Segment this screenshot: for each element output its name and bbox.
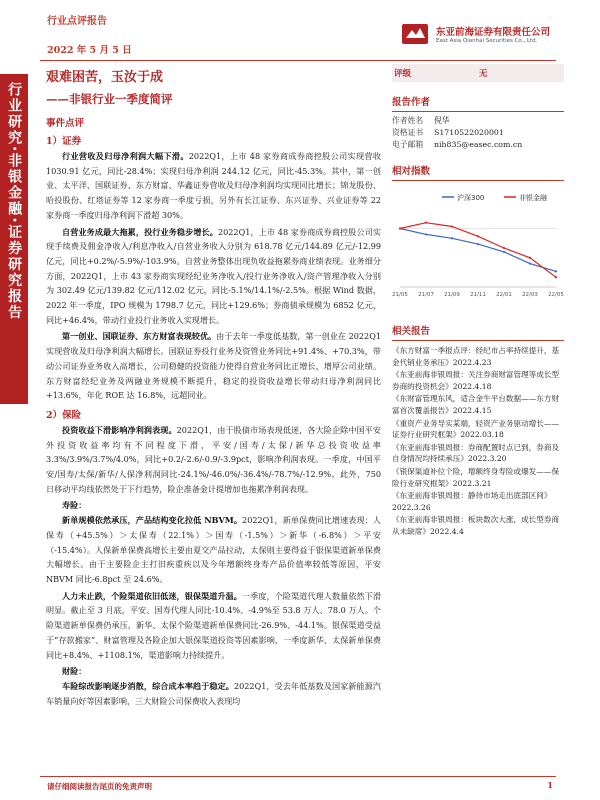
footer-divider xyxy=(40,776,556,777)
x-tick-label: 21/09 xyxy=(444,292,460,298)
x-tick-label: 22/05 xyxy=(548,292,564,298)
series-point xyxy=(503,247,505,249)
company-logo xyxy=(402,20,572,50)
paragraph: 车险综改影响逐步消散，综合成本率趋于稳定。2022Q1，受去年低基数及国家新能源汽车销量向好等因素影响，三大财险公司保费收入表现均 xyxy=(46,680,381,706)
rating-value: 无 xyxy=(479,69,488,79)
related-report-link[interactable]: 《东方财富一季报点评：经纪市占率持续提升，基金代销业务承压》2022.4.23 xyxy=(392,346,560,367)
related-report-link[interactable]: 《银保渠道补位个险，增额终身寿险或爆发——保险行业研究框架》2022.3.21 xyxy=(392,466,560,488)
relative-index-chart xyxy=(392,187,564,307)
x-tick-label: 22/01 xyxy=(496,292,512,298)
category-sidebar xyxy=(0,74,28,404)
series-point xyxy=(451,237,453,239)
logo-cn-name: 东亚前海证券有限责任公司 xyxy=(436,27,551,38)
right-sidebar xyxy=(392,64,564,539)
logo-en-name: East Asia Qianhai Securities Co., Ltd. xyxy=(436,38,538,44)
related-report-link[interactable]: 《东亚前海非银周报：板块数次大涨，成长型券商从未缺席》2022.4.4 xyxy=(392,515,560,536)
series-point xyxy=(529,257,531,259)
legend-label: 沪深300 xyxy=(457,194,485,202)
related-reports-heading: 相关报告 xyxy=(392,323,564,341)
relative-index-heading: 相对指数 xyxy=(392,163,564,181)
analyst-row: 作者姓名 倪华 xyxy=(392,116,450,125)
related-report-link[interactable]: 《重资产业务导实某端，轻资产业务驱动增长——证券行业研究框架》2022.03.18 xyxy=(392,418,560,440)
series-point xyxy=(477,235,479,237)
series-line xyxy=(400,223,556,278)
analyst-info xyxy=(392,115,564,151)
series-point xyxy=(555,276,557,278)
report-subtitle: ——非银行业一季度简评 xyxy=(46,92,173,106)
subheading-property-insurance: 财险： xyxy=(62,666,87,677)
series-line xyxy=(400,229,556,272)
section-heading-insurance: 2）保险 xyxy=(46,409,82,421)
x-tick-label: 22/03 xyxy=(522,292,538,298)
legend-label: 非银金融 xyxy=(519,194,547,202)
analyst-heading: 报告作者 xyxy=(392,94,564,112)
paragraph: 第一创业、国联证券、东方财富表现较优。由于去年一季度低基数，第一创业在 2022Q1 实现营收及归母净利润大幅增长。国联证券投行业务及资管业务同比+91.4%、+70.3%，带动公司证券业务收入高增长，公司稳健的投资能力使得自营业务同比正增长，增厚公司业绩。东方财富经纪业务及两融业务规模不断提升，稳定的投资收益增长带动归母净利润同比+13.6%，年化 ROE 达 16.8%，远超同业。 xyxy=(46,331,381,401)
report-date: 2022 年 5 月 5 日 xyxy=(47,45,132,56)
series-point xyxy=(477,243,479,245)
paragraph: 新单规模依然承压，产品结构变化拉低 NBVM。2022Q1，新单保费同比增速表现：人保寿（+45.5%）＞太保寿（22.1%）＞国寿（-1.5%）＞新华（-6.8%）＞平安（-15.4%）。人保新单保费高增长主要由夏交产品拉动，太保则主要得益于银保渠道新单保费大幅增长。由于主要险企主打旧疾重疾以及今年增额终身寿产品价值率较低等原因，平安 NBVM 同比-6.8pct 至 24.6%。 xyxy=(46,515,381,584)
section-heading-securities: 1）证券 xyxy=(46,136,82,147)
event-review-heading: 事件点评 xyxy=(46,118,85,129)
x-tick-label: 21/07 xyxy=(418,292,434,298)
related-reports-list xyxy=(392,345,564,538)
series-point xyxy=(425,233,427,235)
paragraph: 自营业务成最大拖累，投行业务稳步增长。2022Q1，上市 48 家券商成券商控股公司实现手续费及佣金净收入/利息净收入/自营业务收入分别为 618.78 亿元/144.89 亿元/-12.99 亿元，同比+0.2%/-5.9%/-103.9%。自营业务整体出现负收益拖累券商业绩表现。业务细分方面，2022Q1，上市 43 家券商实现经纪业务净收入/投行业务净收入/资产管理净收入分别为 302.49 亿元/139.82 亿元/112.02 亿元，同比-5.1%/14.1%/-2.5%。根据 Wind 数据，2022 年一季度，IPO 规模为 1798.7 亿元，同比+129.6%；券商债承规模为 6852 亿元，同比+46.4%，带动行业投行业务收入实现增长。 xyxy=(46,226,381,325)
paragraph: 投资收益下滑影响净利润表现。2022Q1，由于股债市场表现低迷，各大险企除中国平安外投资收益率均有不同程度下滑，平安/国寿/太保/新华总投资收益率 3.3%/3.9%/3.7%/4.0%，同比+0.2/-2.6/-0.9/-3.9pct，影响净利润表现。一季度，中国平安/国寿/太保/新华/人保净利润同比-24.1%/-46.0%/-36.4%/-78.7%/-12.9%。此外，750 日移动平均线依然处于下行趋势，险企准备金计提增加也拖累净利润表现。 xyxy=(46,424,381,494)
subheading-life-insurance: 寿险： xyxy=(62,500,87,511)
rating-label: 评级 xyxy=(394,69,412,79)
page-number: 1 xyxy=(547,780,553,790)
related-report-link[interactable]: 《东亚前海非银周报：静待市场走出底部区间》2022.3.26 xyxy=(392,491,552,512)
disclaimer-note: 请仔细阅读报告尾页的免责声明 xyxy=(47,782,152,791)
x-tick-label: 21/05 xyxy=(392,292,408,298)
related-report-link[interactable]: 《东财富管理东风，适合金牛平台数据——东方财富首次覆盖报告》2022.4.15 xyxy=(392,394,560,415)
rating-bar xyxy=(392,64,564,82)
x-tick-label: 21/11 xyxy=(470,292,486,298)
related-report-link[interactable]: 《东亚前海非银周报：券商配置时点已到，券商及自身情况均持续承压》2022.3.20 xyxy=(392,442,560,464)
paragraph: 行业营收及归母净利润大幅下滑。2022Q1，上市 48 家券商成券商控股公司实现营收 1030.91 亿元，同比-28.4%；实现归母净利润 244.12 亿元，同比-45.3%。其中，第一创业、太平洋、国联证券、东方财富、华鑫证券营收及归母净利润均实现同比增长；锦龙股份、哈投股份、红塔证券等 12 家券商一季度亏损，另外有长江证券、东兴证券、兴业证券等 22 家券商一季度归母净利润下滑超 30%。 xyxy=(46,151,381,220)
logo-mark-icon xyxy=(402,22,430,46)
series-point xyxy=(425,222,427,224)
analyst-row: 资格证书 S1710522020001 xyxy=(392,128,504,137)
paragraph: 人力未止跌，个险渠道依旧低迷，银保渠道升温。一季度，个险渠道代理人数量依然下滑明显。截止至 3 月底，平安、国寿代理人同比-10.4%、-4.9%至 53.8 万人、78.0 万人。个险渠道新单保费仍承压，新华、太保个险渠道新单保费同比-26.9%、-44.1%。银保渠道受益于“存款搬家”、财富管理及各险企加大银保渠道投资等因素影响，一季度新华、太保新单保费同比+8.4%、+1108.1%，渠道影响力持续提升。 xyxy=(46,590,381,660)
series-point xyxy=(399,227,401,229)
category-sidebar-text: 行业研究·非银金融·证券研究报告 xyxy=(6,82,23,321)
analyst-row: 电子邮箱 nih835@easec.com.cn xyxy=(392,140,523,149)
report-type-tag: 行业点评报告 xyxy=(47,16,107,27)
series-point xyxy=(503,251,505,253)
series-point xyxy=(555,270,557,272)
header-divider xyxy=(40,60,556,61)
main-content xyxy=(46,64,381,710)
series-point xyxy=(451,225,453,227)
report-title: 艰难困苦，玉汝于成 xyxy=(46,70,164,85)
related-report-link[interactable]: 《东亚前海非银周报：关注券商财富管理等成长型券商的投资机会》2022.4.18 xyxy=(392,370,560,391)
series-point xyxy=(529,263,531,265)
